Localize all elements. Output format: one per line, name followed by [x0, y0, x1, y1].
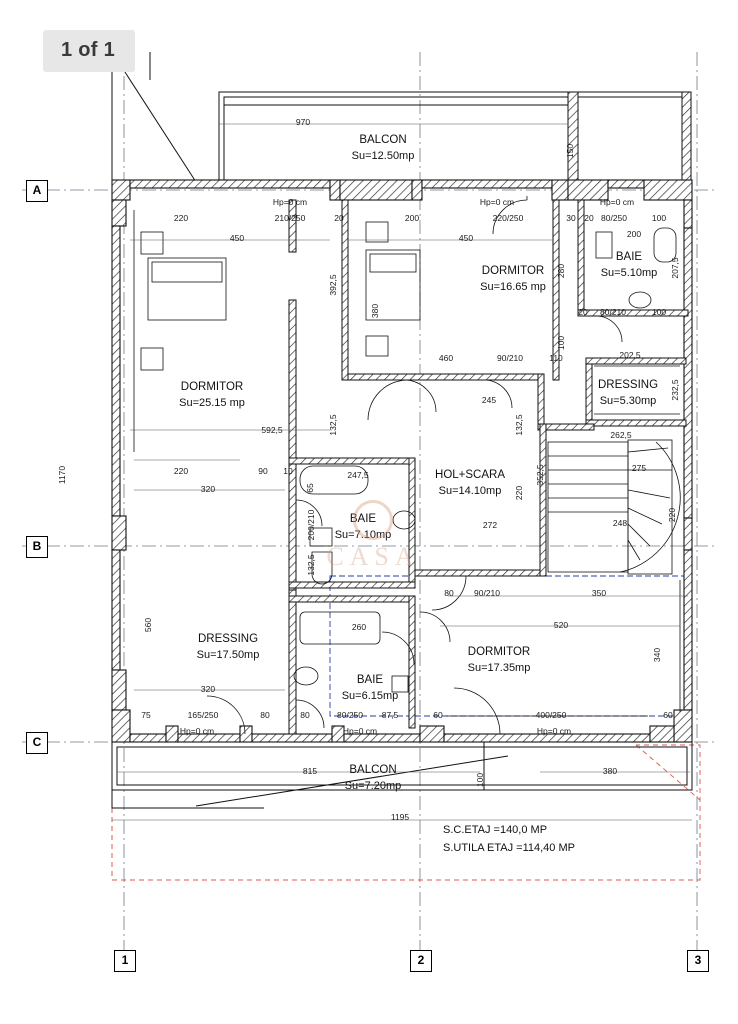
- dimension-label: 262,5: [610, 430, 632, 440]
- dimension-label: Hp=0 cm: [272, 197, 308, 207]
- axis-label-2: 2: [410, 950, 432, 972]
- room-name: HOL+SCARA: [435, 469, 505, 481]
- dimension-label: 20: [334, 213, 344, 223]
- room-area: Su=6.15mp: [341, 689, 399, 702]
- dimension-label: 200/210: [306, 509, 316, 541]
- room-name: BAIE: [356, 674, 384, 686]
- dimension-label: 90/210: [474, 588, 500, 598]
- dimension-label: 100: [651, 307, 667, 317]
- room-area: Su=14.10mp: [438, 484, 502, 497]
- dimension-label: 340: [652, 647, 662, 663]
- dimension-label: 380: [370, 303, 380, 319]
- dimension-label: 80: [260, 710, 270, 720]
- room-name: BAIE: [349, 513, 377, 525]
- dimension-label: Hp=0 cm: [179, 726, 215, 736]
- dimension-label: 275: [631, 463, 647, 473]
- room-area: Su=5.10mp: [600, 266, 658, 279]
- room-area: Su=7.10mp: [334, 528, 392, 541]
- dimension-label: 110: [549, 353, 563, 363]
- room-area: Su=5.30mp: [599, 394, 657, 407]
- room-label: [468, 645, 531, 675]
- dimension-label: 207,5: [670, 257, 680, 279]
- dimension-label: 320: [200, 484, 216, 494]
- dimension-label: 100: [556, 335, 566, 351]
- dimension-label: 200: [404, 213, 420, 223]
- dimension-label: 400/250: [535, 710, 567, 720]
- dimension-label: 60: [663, 710, 673, 720]
- dimension-label: 272: [482, 520, 498, 530]
- room-name: DORMITOR: [180, 381, 244, 393]
- dimension-label: 380: [602, 766, 618, 776]
- room-label: [480, 264, 546, 294]
- room-name: DORMITOR: [467, 646, 531, 658]
- dimension-label: 220: [514, 485, 524, 501]
- dimension-label: 75: [141, 710, 151, 720]
- room-label: [601, 250, 658, 280]
- axis-label-3: 3: [687, 950, 709, 972]
- room-label: [342, 673, 399, 703]
- dimension-label: 80/250: [337, 710, 363, 720]
- dimension-label: 10: [283, 466, 293, 476]
- dimension-label: 20: [578, 307, 588, 317]
- dimension-label: 65: [305, 483, 315, 493]
- dimension-label: 80/250: [601, 213, 627, 223]
- area-summary-line-2: S.UTILA ETAJ =114,40 MP: [443, 841, 575, 854]
- room-label: [179, 380, 245, 410]
- room-area: Su=7.20mp: [344, 779, 402, 792]
- dimension-label: 210/250: [274, 213, 306, 223]
- dimension-label: 100: [475, 772, 485, 788]
- dimension-label: 132,5: [306, 554, 316, 576]
- dimension-label: 60: [433, 710, 443, 720]
- dimension-label: 20: [584, 213, 594, 223]
- dimension-label: 245: [481, 395, 497, 405]
- dimension-label: 90: [258, 466, 268, 476]
- dimension-label: 80/210: [600, 307, 626, 317]
- dimension-label: 560: [143, 617, 153, 633]
- axis-label-b: B: [26, 536, 48, 558]
- room-name: BAIE: [615, 251, 643, 263]
- area-summary-line-1: S.C.ETAJ =140,0 MP: [443, 824, 548, 836]
- dimension-label: 165/250: [187, 710, 219, 720]
- dimension-label: 200: [626, 229, 642, 239]
- room-label: [435, 468, 505, 498]
- dimension-label: Hp=0 cm: [599, 197, 635, 207]
- dimension-label: 232,5: [670, 379, 680, 401]
- dimension-label: 350: [591, 588, 607, 598]
- dimension-label: 520: [553, 620, 569, 630]
- dimension-label: 202,5: [619, 350, 641, 360]
- dimension-label: 1170: [57, 465, 67, 485]
- dimension-label: 150: [565, 143, 575, 159]
- dimension-label: 80: [444, 588, 454, 598]
- dimension-label: 320: [200, 684, 216, 694]
- room-label: [197, 632, 260, 662]
- room-area: Su=17.35mp: [467, 661, 531, 674]
- area-summary: [443, 822, 575, 857]
- dimension-label: 815: [302, 766, 318, 776]
- dimension-label: 450: [458, 233, 474, 243]
- axis-label-a: A: [26, 180, 48, 202]
- watermark: CASA: [283, 500, 463, 572]
- page-counter-badge: 1 of 1: [43, 30, 135, 72]
- dimension-label: 352,5: [535, 464, 545, 486]
- dimension-label: 220: [173, 466, 189, 476]
- room-name: DRESSING: [597, 379, 659, 391]
- dimension-label: 220: [667, 507, 677, 523]
- dimension-label: 132,5: [514, 414, 524, 436]
- dimension-label: 87,5: [381, 710, 399, 720]
- room-name: DRESSING: [197, 633, 259, 645]
- room-area: Su=17.50mp: [196, 648, 260, 661]
- dimension-label: 392,5: [328, 274, 338, 296]
- dimension-label: 220/250: [492, 213, 524, 223]
- dimension-label: Hp=0 cm: [342, 726, 378, 736]
- room-label: [335, 512, 392, 542]
- dimension-label: 248: [612, 518, 628, 528]
- room-area: Su=25.15 mp: [179, 396, 245, 409]
- room-label: [352, 133, 415, 163]
- room-label: [598, 378, 658, 408]
- room-name: BALCON: [349, 764, 397, 776]
- room-label: [345, 763, 402, 793]
- dimension-label: 260: [351, 622, 367, 632]
- axis-label-c: C: [26, 732, 48, 754]
- dimension-label: 280: [556, 263, 566, 279]
- dimension-label: 970: [295, 117, 311, 127]
- axis-label-1: 1: [114, 950, 136, 972]
- dimension-label: 460: [438, 353, 454, 363]
- dimension-label: 592,5: [261, 425, 283, 435]
- room-area: Su=12.50mp: [351, 149, 415, 162]
- dimension-label: 450: [229, 233, 245, 243]
- dimension-label: 80: [300, 710, 310, 720]
- dimension-label: 90/210: [497, 353, 523, 363]
- dimension-label: 1195: [390, 812, 410, 822]
- room-area: Su=16.65 mp: [480, 280, 546, 293]
- dimension-label: Hp=0 cm: [536, 726, 572, 736]
- dimension-label: Hp=0 cm: [479, 197, 515, 207]
- room-name: DORMITOR: [481, 265, 545, 277]
- dimension-label: 247,5: [347, 470, 369, 480]
- dimension-label: 132,5: [328, 414, 338, 436]
- room-name: BALCON: [359, 134, 407, 146]
- dimension-label: 100: [651, 213, 667, 223]
- dimension-label: 30: [566, 213, 576, 223]
- dimension-label: 220: [173, 213, 189, 223]
